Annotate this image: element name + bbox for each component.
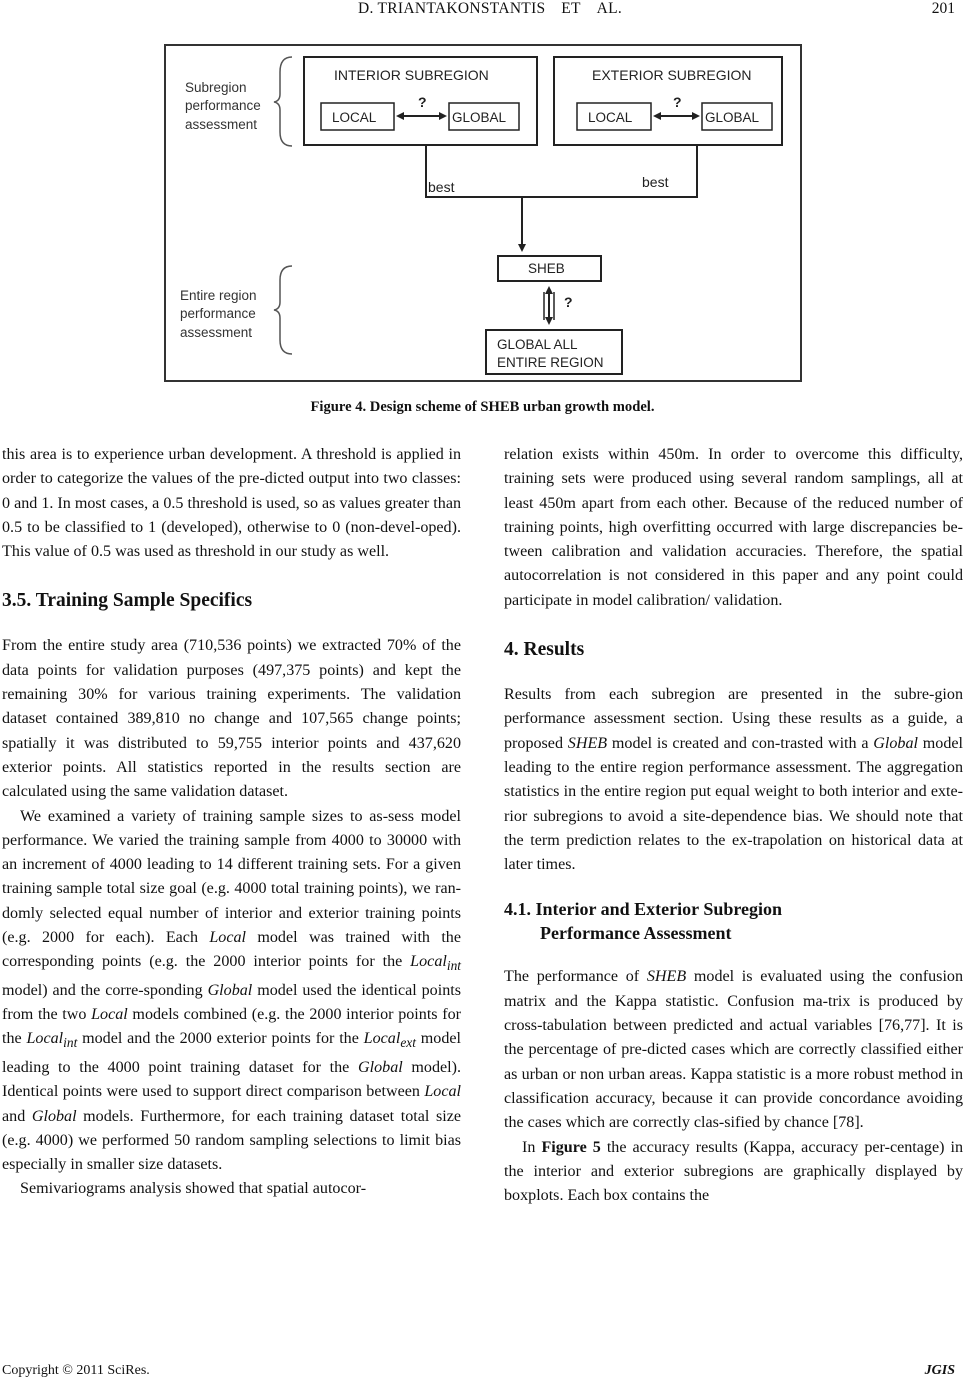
exterior-global-label: GLOBAL [705, 110, 760, 125]
right-column [504, 443, 963, 1208]
exterior-local-label: LOCAL [588, 110, 633, 125]
figure-5-reference[interactable]: Figure 5 [541, 1138, 601, 1156]
paragraph: In Figure 5 the accuracy results (Kappa, accuracy per-centage) in the interior and exterior subregions are graphically displayed by boxplots. Each box contains the [504, 1138, 963, 1205]
paragraph: Results from each subregion are presented in the subre-gion performance assessment section. Using these results as a guide, a proposed SHEB model is created and con-trasted with a Global model leading to the entire region performance assessment. The aggregation statistics in the entire region put equal weight to both interior and exte-rior subregions to avoid a site-dependence bias. We should note that the term prediction relates to the ex-trapolation on historical data at later times. [504, 686, 963, 874]
left-column [2, 443, 461, 1202]
sheb-question-mark: ? [564, 294, 573, 310]
entire-region-assessment-label: Entire region performance assessment [180, 288, 257, 340]
exterior-subregion-title: EXTERIOR SUBREGION [592, 67, 752, 83]
section-heading-training-sample: 3.5. Training Sample Specifics [2, 590, 253, 612]
paragraph: Semivariograms analysis showed that spatial autocor- [20, 1180, 367, 1198]
paragraph: From the entire study area (710,536 points) we extracted 70% of the data points for validation purposes (497,375 points) and kept the remaining 30% for various training experiments. The validation dataset contained 389,810 no change and 107,565 change points; spatially it was distributed to 59,755 interior points and 437,620 exterior points. All statistics reported in the results section are calculated using the same validation dataset. [2, 637, 461, 801]
copyright: Copyright © 2011 SciRes. [2, 1363, 150, 1378]
paragraph: this area is to experience urban development. A threshold is applied in order to categorize the values of the pre-dicted output into two classes: 0 and 1. In most cases, a 0.5 threshold is used, so as values greater than 0.5 to be classified to 1 (developed), otherwise to 0 (non-devel-oped). This value of 0.5 was used as threshold in our study as well. [2, 446, 462, 561]
paragraph: We examined a variety of training sample sizes to as-sess model performance. We varied the training sample from 4000 to 30000 with an increment of 4000 leading to 14 different training sets. For a given training sample total size goal (e.g. 4000 total training points), we ran-domly selected equal number of interior and exterior training points (e.g. 2000 for each). Each Local model was trained with the corresponding points (e.g. the 2000 interior points for the Local$_{int}$ model) and the corre-sponding Global model used the identical points from the two Local models combined (e.g. the 2000 interior points for the Local$_{int}$ model and the 2000 exterior points for the Local$_{ext}$ model leading to the 4000 point training dataset for the Global model). Identical points were used to support direct comparison between Local and Global models. Furthermore, for each training dataset total size (e.g. 4000) we performed 50 random sampling selections to limit bias especially in smaller size datasets. [2, 807, 461, 1174]
interior-question-mark: ? [418, 94, 427, 110]
global-all-label: GLOBAL ALL ENTIRE REGION [497, 337, 604, 370]
running-title: D. TRIANTAKONSTANTIS ET AL. [357, 0, 623, 17]
paragraph: The performance of SHEB model is evaluated using the confusion matrix and the Kappa statistic. Confusion ma-trix is produced by cross-tabulation between predicted and actual variables [76,77]. It is the percentage of pre-dicted cases which are correctly classified either as urban or non urban areas. Kappa statistic is a more robust method in classification accuracy, because it can provide concordance avoiding the cases which are correctly clas-sified by chance [78]. [504, 968, 964, 1132]
subregion-assessment-label: Subregion performance assessment [185, 80, 261, 132]
figure-caption: Figure 4. Design scheme of SHEB urban growth model. [310, 399, 655, 415]
exterior-question-mark: ? [673, 94, 682, 110]
page-header [0, 0, 965, 24]
interior-local-label: LOCAL [332, 110, 377, 125]
interior-best-label: best [428, 179, 455, 195]
journal-name: JGIS [924, 1363, 955, 1378]
paragraph: relation exists within 450m. In order to overcome this difficulty, training sets were produced using several random samplings, all at least 450m apart from each other. Because of the reduced number of training points, high overfitting occurred with large discrepancies be-tween calibration and validation accuracies. Therefore, the spatial autocorrelation is not considered in this paper and any point could participate in model calibration/ validation. [504, 446, 963, 609]
subsection-heading-subregion-assessment: 4.1. Interior and Exterior Subregion Performance Assessment [504, 899, 783, 944]
section-heading-results: 4. Results [504, 639, 585, 661]
interior-subregion-title: INTERIOR SUBREGION [334, 67, 489, 83]
design-scheme-figure [164, 44, 802, 382]
page-footer [0, 1363, 965, 1385]
sheb-label: SHEB [528, 261, 565, 276]
interior-global-label: GLOBAL [452, 110, 507, 125]
page-number: 201 [931, 0, 955, 17]
exterior-best-label: best [642, 174, 669, 190]
